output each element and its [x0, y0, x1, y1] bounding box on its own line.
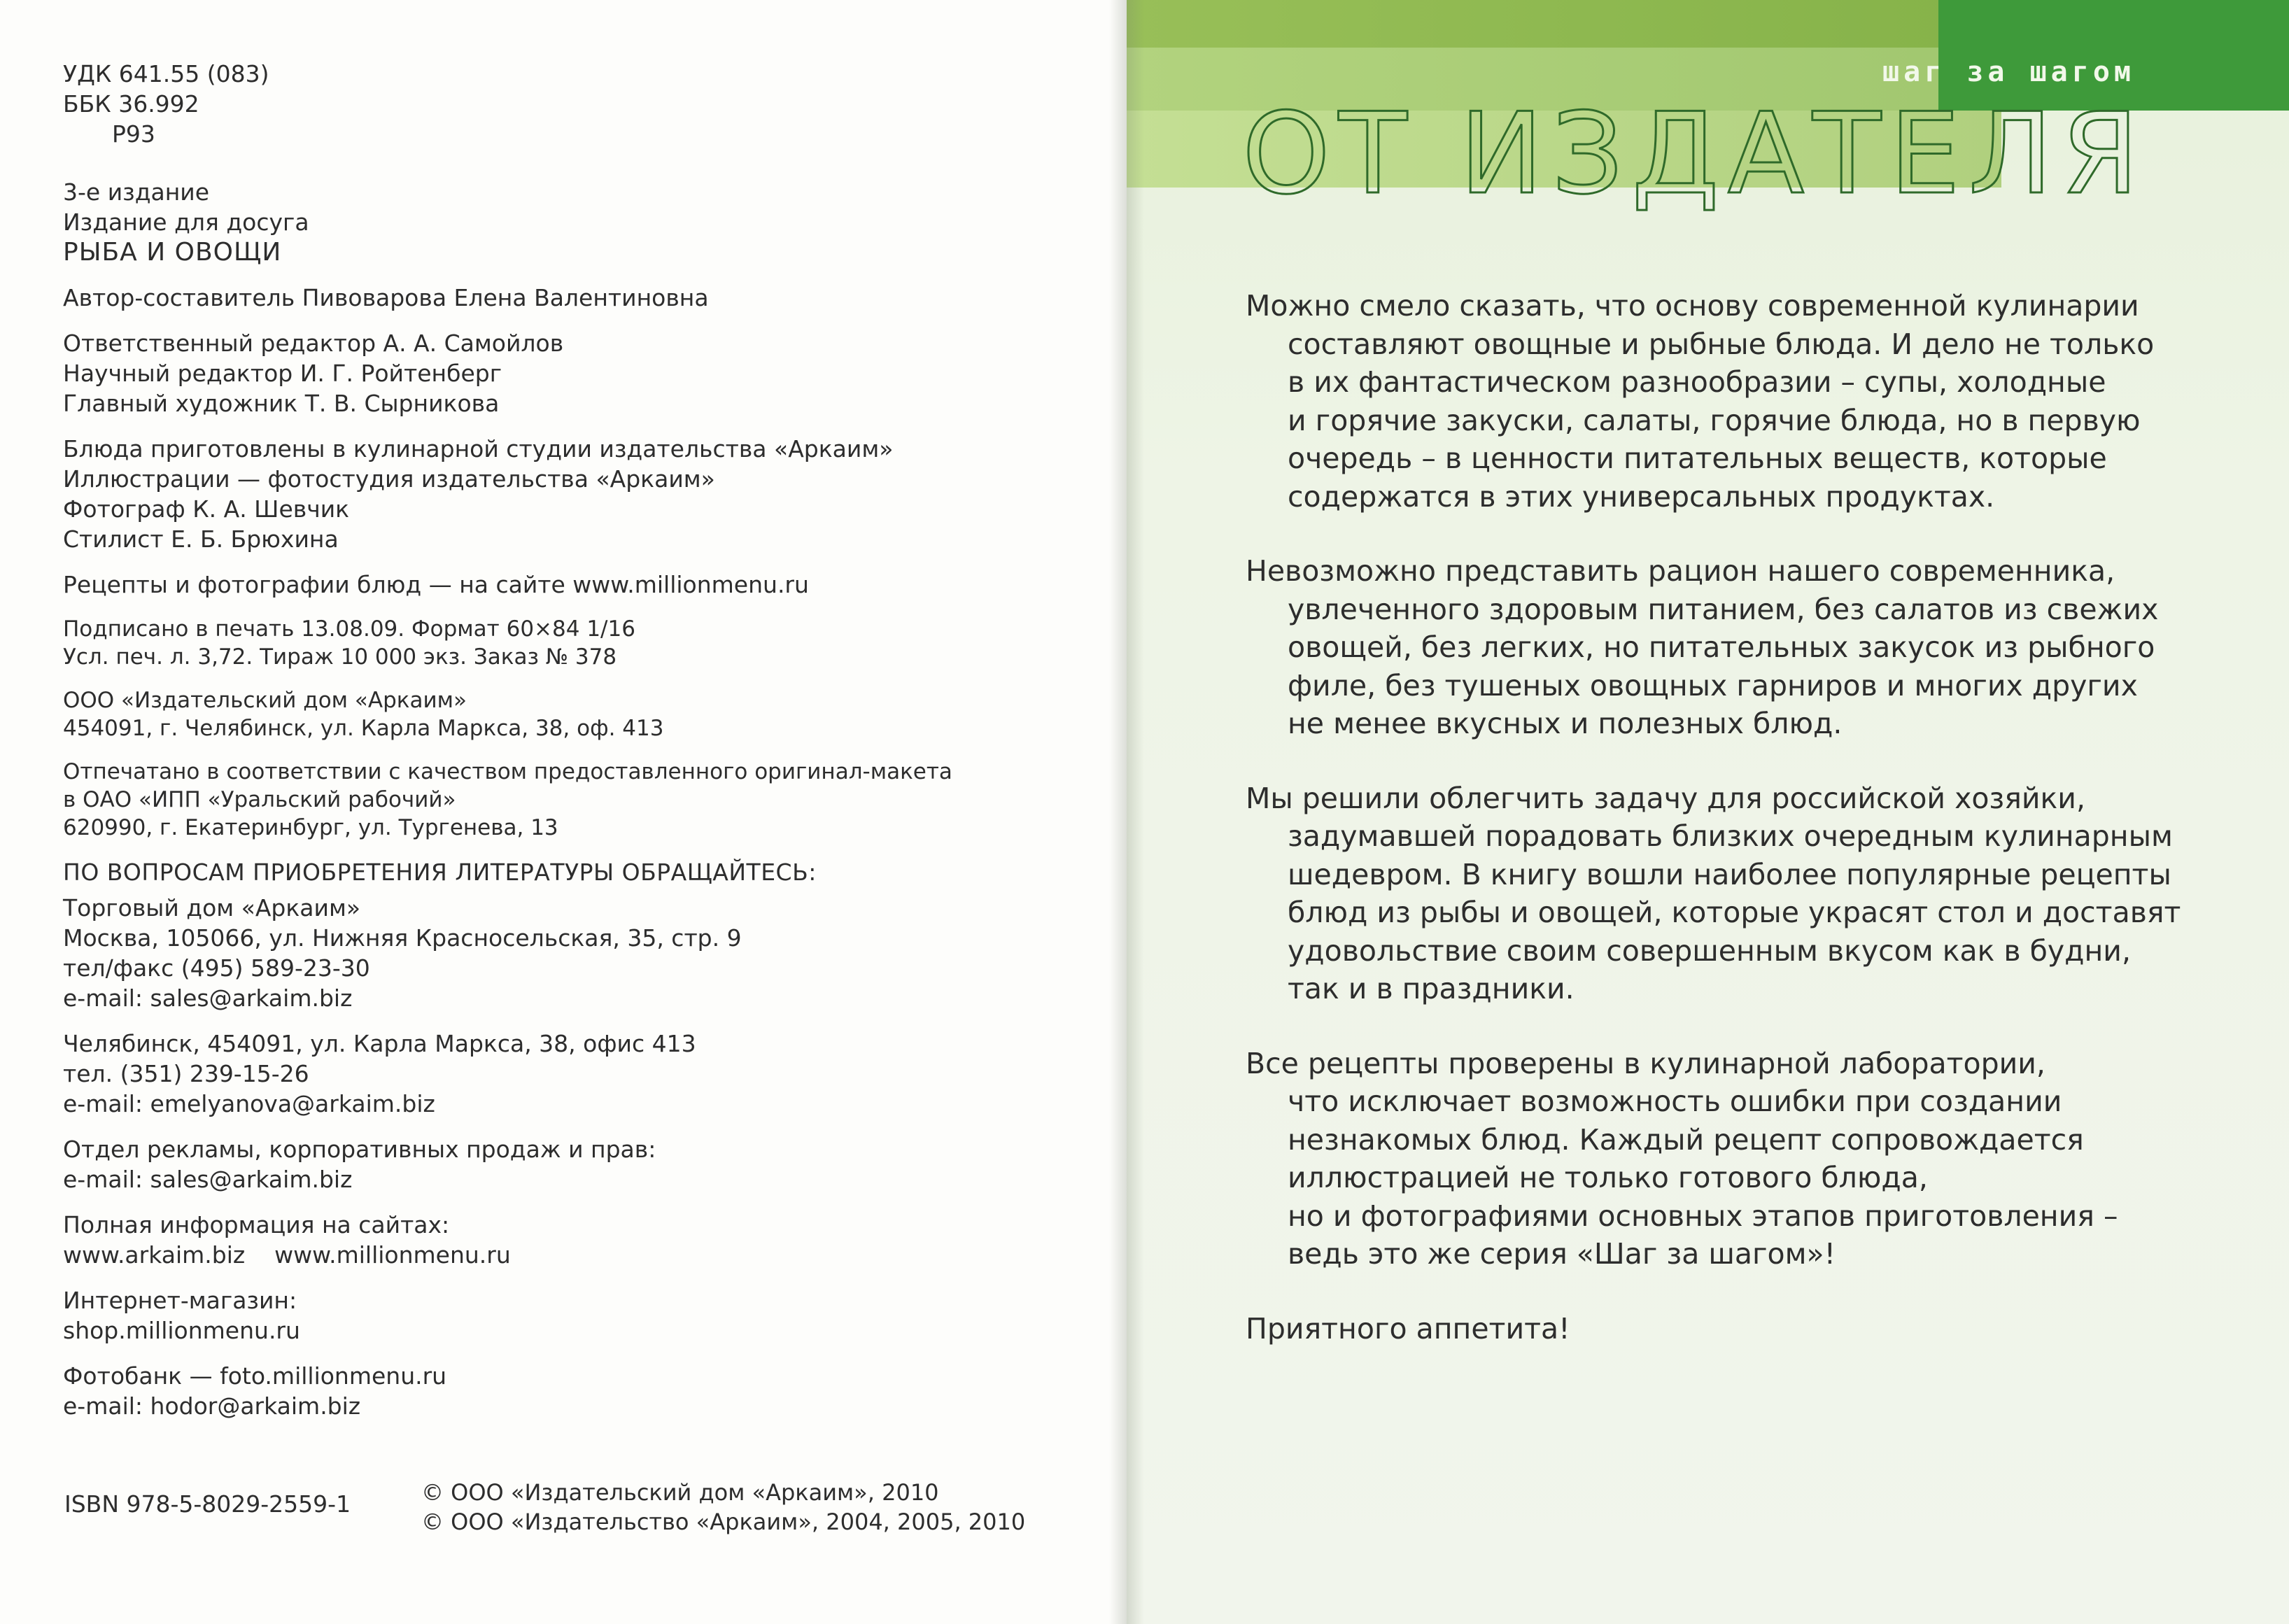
contact-line: www.arkaim.biz www.millionmenu.ru	[63, 1241, 511, 1269]
bbk-code: ББК 36.992	[63, 90, 199, 118]
text-line: блюд из рыбы и овощей, которые украсят стол и доставят	[1288, 896, 2181, 929]
text-line: Невозможно представить рацион нашего современника,	[1246, 554, 2115, 588]
text-line: не менее вкусных и полезных блюд.	[1288, 707, 1843, 740]
paragraph	[1246, 552, 2225, 743]
studio-line: Иллюстрации — фотостудия издательства «Аркаим»	[63, 465, 715, 493]
page-title	[1242, 88, 2148, 219]
text-line: филе, без тушеных овощных гарниров и многих других	[1288, 668, 2138, 702]
paragraph	[1246, 287, 2225, 516]
ads-contacts	[63, 1134, 1071, 1194]
contacts-heading-block	[63, 857, 1071, 887]
copyright-line: © ООО «Издательский дом «Аркаим», 2010	[421, 1479, 939, 1506]
contact-line: e-mail: emelyanova@arkaim.biz	[63, 1090, 435, 1117]
editor-line: Главный художник Т. В. Сырникова	[63, 390, 500, 417]
foreword-text	[1246, 287, 2225, 1348]
contact-line: e-mail: hodor@arkaim.biz	[63, 1392, 361, 1420]
contact-line: shop.millionmenu.ru	[63, 1317, 300, 1344]
book-gutter	[1109, 0, 1144, 1624]
book-title: РЫБА И ОВОЩИ	[63, 238, 282, 267]
contact-line: Интернет-магазин:	[63, 1287, 297, 1314]
shop-block	[63, 1285, 1071, 1346]
editor-line: Ответственный редактор А. А. Самойлов	[63, 330, 564, 357]
studio-line: Блюда приготовлены в кулинарной студии издательства «Аркаим»	[63, 435, 894, 463]
text-line: шедевром. В книгу вошли наиболее популярные рецепты	[1288, 857, 2171, 891]
chelyabinsk-contacts	[63, 1029, 1071, 1119]
print-info-line: Усл. печ. л. 3,72. Тираж 10 000 экз. Заказ № 378	[63, 644, 617, 670]
text-line: так и в праздники.	[1288, 972, 1575, 1005]
print-info-block	[63, 615, 1071, 671]
contact-line: Челябинск, 454091, ул. Карла Маркса, 38, офис 413	[63, 1030, 696, 1057]
author-block	[63, 283, 1071, 313]
printer-line: 620990, г. Екатеринбург, ул. Тургенева, 13	[63, 815, 558, 840]
text-line: незнакомых блюд. Каждый рецепт сопровождается	[1288, 1122, 2084, 1157]
text-line: овощей, без легких, но питательных закусок из рыбного	[1288, 630, 2155, 664]
contact-line: Отдел рекламы, корпоративных продаж и прав:	[63, 1136, 656, 1163]
text-line: удовольствие своим совершенным вкусом как в будни,	[1288, 933, 2131, 968]
text-line: Все рецепты проверены в кулинарной лаборатории,	[1246, 1046, 2045, 1080]
text-line: в их фантастическом разнообразии – супы, холодные	[1288, 365, 2106, 399]
text-line: задумавшей порадовать близких очередным кулинарным	[1288, 819, 2173, 853]
udk-code: УДК 641.55 (083)	[63, 60, 269, 87]
website-line: Рецепты и фотографии блюд — на сайте www.millionmenu.ru	[63, 571, 809, 598]
contact-line: Торговый дом «Аркаим»	[63, 894, 361, 922]
page-title-text: ОТ ИЗДАТЕЛЯ	[1242, 88, 2148, 219]
website-note	[63, 570, 1071, 600]
contact-line: Полная информация на сайтах:	[63, 1211, 450, 1238]
edition-number: 3-е издание	[63, 178, 210, 206]
copyright-line: © ООО «Издательство «Аркаим», 2004, 2005, 2010	[421, 1509, 1026, 1535]
editor-line: Научный редактор И. Г. Ройтенберг	[63, 360, 502, 387]
text-line: ведь это же серия «Шаг за шагом»!	[1288, 1237, 1836, 1271]
series-title: шаг за шагом	[1882, 56, 2135, 88]
text-line: очередь – в ценности питательных веществ, которые	[1288, 442, 2107, 475]
closing-line: Приятного аппетита!	[1246, 1311, 1570, 1346]
classification-codes	[63, 59, 1071, 149]
foreword-page	[1127, 0, 2289, 1624]
text-line: но и фотографиями основных этапов приготовления –	[1288, 1199, 2118, 1233]
contact-line: Москва, 105066, ул. Нижняя Красносельская, 35, стр. 9	[63, 924, 742, 952]
studio-line: Фотограф К. А. Шевчик	[63, 495, 350, 523]
text-line: увлеченного здоровым питанием, без салатов из свежих	[1288, 592, 2159, 626]
text-line: Мы решили облегчить задачу для российской хозяйки,	[1246, 781, 2085, 815]
sites-block	[63, 1210, 1071, 1270]
studio-line: Стилист Е. Б. Брюхина	[63, 525, 339, 553]
author-line: Автор-составитель Пивоварова Елена Валентиновна	[63, 284, 709, 311]
editors-block	[63, 328, 1071, 418]
contact-line: тел/факс (495) 589-23-30	[63, 954, 370, 982]
copyright-block	[421, 1478, 1025, 1537]
publisher-block	[63, 686, 1071, 742]
publisher-line: 454091, г. Челябинск, ул. Карла Маркса, 38, оф. 413	[63, 716, 664, 741]
text-line: составляют овощные и рыбные блюда. И дело не только	[1288, 327, 2155, 361]
studio-block	[63, 434, 1071, 554]
photobank-block	[63, 1361, 1071, 1421]
printer-block	[63, 758, 1071, 842]
imprint-page	[0, 0, 1127, 1624]
printer-line: в ОАО «ИПП «Уральский рабочий»	[63, 787, 456, 812]
text-line: иллюстрацией не только готового блюда,	[1288, 1161, 1928, 1194]
print-info-line: Подписано в печать 13.08.09. Формат 60×84 1/16	[63, 616, 635, 642]
author-mark: Р93	[112, 120, 155, 148]
publisher-line: ООО «Издательский дом «Аркаим»	[63, 688, 467, 713]
text-line: Можно смело сказать, что основу современной кулинарии	[1246, 289, 2139, 323]
paragraph	[1246, 779, 2225, 1008]
contact-line: Фотобанк — foto.millionmenu.ru	[63, 1362, 447, 1390]
printer-line: Отпечатано в соответствии с качеством предоставленного оригинал-макета	[63, 759, 952, 784]
isbn: ISBN 978-5-8029-2559-1	[64, 1490, 351, 1518]
contact-line: e-mail: sales@arkaim.biz	[63, 1166, 353, 1193]
paragraph	[1246, 1045, 2225, 1273]
edition-info	[63, 177, 1071, 267]
contact-line: тел. (351) 239-15-26	[63, 1060, 309, 1087]
text-line: содержатся в этих универсальных продуктах.	[1288, 479, 1995, 514]
contacts-heading: ПО ВОПРОСАМ ПРИОБРЕТЕНИЯ ЛИТЕРАТУРЫ ОБРАЩАЙТЕСЬ:	[63, 859, 817, 886]
contact-line: e-mail: sales@arkaim.biz	[63, 984, 353, 1012]
imprint-block	[63, 59, 1071, 1436]
text-line: что исключает возможность ошибки при создании	[1288, 1085, 2062, 1118]
edition-type: Издание для досуга	[63, 209, 309, 236]
moscow-contacts	[63, 893, 1071, 1013]
text-line: и горячие закуски, салаты, горячие блюда, но в первую	[1288, 403, 2141, 437]
